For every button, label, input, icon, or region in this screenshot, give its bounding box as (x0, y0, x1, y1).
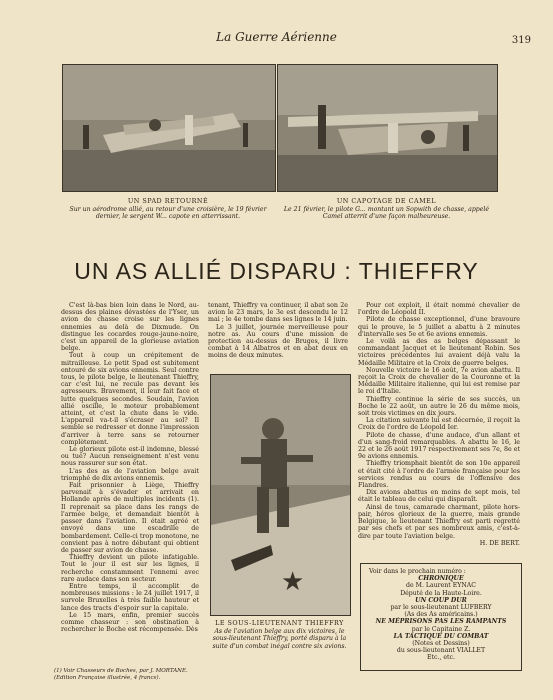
paragraph: Le voilà as des as belges dépassant le commandant Jacquet et le lieutenant Robin. Ses victoires précédentes lui avaient déjà valu la Médaille Militaire et la Croix de guerre belges. (358, 338, 520, 367)
paragraph: C'est là-bas bien loin dans le Nord, au-dessus des plaines dévastées de l'Yser, un avion de chasse croise sur les lignes ennemies au delà de Dixmude. On distingue les cocardes rouge-jaune-noire, c'est un appareil de la glorieuse aviation belge. (61, 302, 199, 353)
next-issue-title: CHRONIQUE (418, 575, 464, 583)
caption-center-title: LE SOUS-LIEUTENANT THIEFFRY (215, 619, 344, 627)
paragraph: Dix avions abattus en moins de sept mois, tel était le tableau de celui qui disparaît. (358, 489, 520, 504)
next-issue-author: par le sous-lieutenant LUFBERY (390, 604, 492, 612)
caption-left-text: Sur un aérodrome allié, au retour d'une croisière, le 19 février dernier, le sergent W... capote en atterrissant. (69, 205, 267, 220)
next-issue-note: du sous-lieutenant VIALLET (396, 647, 486, 655)
paragraph: Entre temps, il accomplit de nombreuses missions : le 24 juillet 1917, il survole Bruxelles à très faible hauteur et lance des tracts d'espoir sur la capitale. (61, 582, 199, 612)
next-issue-intro: Voir dans le prochain numéro : (369, 568, 466, 575)
next-issue-note: (As des As américains.) (404, 611, 478, 619)
photo-thieffry-image (211, 375, 350, 615)
photo-camel-image (278, 65, 497, 191)
paragraph: La citation suivante lui est décernée, il reçoit la Croix de l'ordre de Léopold Ier. (358, 417, 520, 432)
article-column-2 (208, 302, 348, 360)
next-issue-title: UN COUP DUR (415, 596, 467, 604)
paragraph: tenant, Thieffry va continuer, il abat son 2e avion le 23 mars, le 3e est descendu le 12 mai ; le 4e tombe dans ses lignes le 14 juin. (208, 302, 348, 324)
paragraph: Ainsi de tous, camarade charmant, pilote hors-pair, héros glorieux de la guerre, mais grande Belgique, le lieutenant Thieffry est parti regretté par ses chefs et par ses nombreux amis, c'est-à-dire par toute l'aviation belge. (358, 503, 520, 540)
footnote: (1) Voir Chasseurs de Boches, par J. MORTANE. (Edition Française illustrée, 4 francs). (54, 668, 188, 681)
caption-right (277, 198, 496, 221)
paragraph: Pilote de chasse exceptionnel, d'une bravoure qui le prouve, le 5 juillet a abattu à 2 minutes d'intervalle ses 5e et 6e avions ennemis. (358, 316, 520, 338)
next-issue-footer: Etc., etc. (427, 654, 455, 662)
paragraph: Tout à coup un crépitement de mitrailleuse. Le petit Spad est subitement entouré de six avions ennemis. Seul contre tous, le pilote belge, le lieutenant Thieffry, car c'est lui, ne recule pas devant les agresseurs. Bravement, il leur fait face et lutte quelques secondes. Soudain, l'avion allié oscille, le moteur probablement atteint, et c'est la chute dans le vide. L'appareil va-t-il s'écraser au sol? Il semble se redresser et donne l'impression d'arriver à terre sans se retourner complètement. (61, 352, 199, 446)
svg-text:★: ★ (281, 567, 305, 597)
paragraph: Le 3 juillet, journée merveilleuse pour notre as. Au cours d'une mission de protection au-dessus de Bruges, il livre combat à 14 Albatros et en abat deux en moins de deux minutes. (208, 323, 348, 360)
paragraph: Pour cet exploit, il était nommé chevalier de l'ordre de Léopold II. (358, 302, 520, 317)
photo-thieffry-portrait (210, 374, 351, 616)
caption-right-text: Le 21 février, le pilote G... montant un Sopwith de chasse, appelé Camel atterrit d'une façon malheureuse. (283, 205, 490, 220)
caption-center (210, 620, 349, 650)
photo-camel-capsize (277, 64, 498, 192)
next-issue-title: NE MÉPRISONS PAS LES RAMPANTS (375, 618, 507, 626)
caption-left-title: UN SPAD RETOURNÉ (127, 197, 209, 205)
caption-left (62, 198, 274, 221)
next-issue-author: de M. Laurent EYNAC (406, 582, 476, 590)
paragraph: Fait prisonnier à Liège, Thieffry parvenait à s'évader et arrivait en Hollande après de multiples incidents (1). Il reprenait sa place dans les rangs de l'armée belge, et demandait bientôt à passer dans l'aviation. Il était agréé et envoyé dans une escadrille de bombardement. Celle-ci trop monotone, ne convient pas à notre débutant qui obtient de passer sur avion de chasse. (61, 482, 199, 554)
caption-center-text: As de l'aviation belge aux dix victoires, le sous-lieutenant Thieffry, porté disparu à la suite d'un combat inégal contre six avions. (212, 627, 347, 650)
page-number: 319 (511, 35, 531, 46)
photo-spad-image (63, 65, 275, 191)
paragraph: Le glorieux pilote est-il indemne, blessé ou tué? Aucun renseignement n'est venu nous rassurer sur son état. (61, 446, 199, 468)
paragraph: Thieffry triomphait bientôt de son 10e appareil et était cité à l'ordre de l'armée française pour les services rendus au cours de l'offensive des Flandres. (358, 460, 520, 490)
article-headline: UN AS ALLIÉ DISPARU : THIEFFRY (74, 258, 479, 284)
paragraph: Nouvelle victoire le 16 août, 7e avion abattu. Il reçoit la Croix de chevalier de la Couronne et la Médaille Militaire italienne, qui lui est remise par le roi d'Italie. (358, 366, 520, 396)
next-issue-author: (Notes et Dessins) (412, 640, 470, 648)
paragraph: Thieffry continue la série de ses succès, un Boche le 22 août, un autre le 26 du même mois, soit trois victimes en dix jours. (358, 395, 520, 418)
next-issue-note: Député de la Haute-Loire. (400, 589, 482, 597)
next-issue-title: LA TACTIQUE DU COMBAT (393, 632, 489, 640)
magazine-title: La Guerre Aérienne (216, 30, 337, 44)
next-issue-author: par le Capitaine Z. (411, 625, 471, 633)
article-column-1 (61, 302, 199, 633)
paragraph: L'as des as de l'aviation belge avait triomphé de dix avions ennemis. (61, 467, 199, 482)
caption-right-title: UN CAPOTAGE DE CAMEL (336, 197, 437, 205)
article-signature: H. DE BERT. (479, 539, 520, 547)
paragraph: Pilote de chasse, d'une audace, d'un allant et d'un sang-froid remarquables. A abattu le 16, le 22 et le 26 août 1917 respectivement ses 7e, 8e et 9e avions ennemis. (358, 431, 520, 461)
photo-spad-overturned (62, 64, 276, 192)
article-column-3 (358, 302, 520, 547)
paragraph: Le 15 mars, enfin, premier succès comme chasseur : son obstination à rechercher le Boche est récompensée. Dès (61, 611, 199, 634)
paragraph: Thieffry devient un pilote infatigable. Tout le jour il est sur les lignes, il recherche constamment l'ennemi avec rare audace dans son secteur. (61, 554, 199, 583)
next-issue-box (360, 563, 522, 671)
